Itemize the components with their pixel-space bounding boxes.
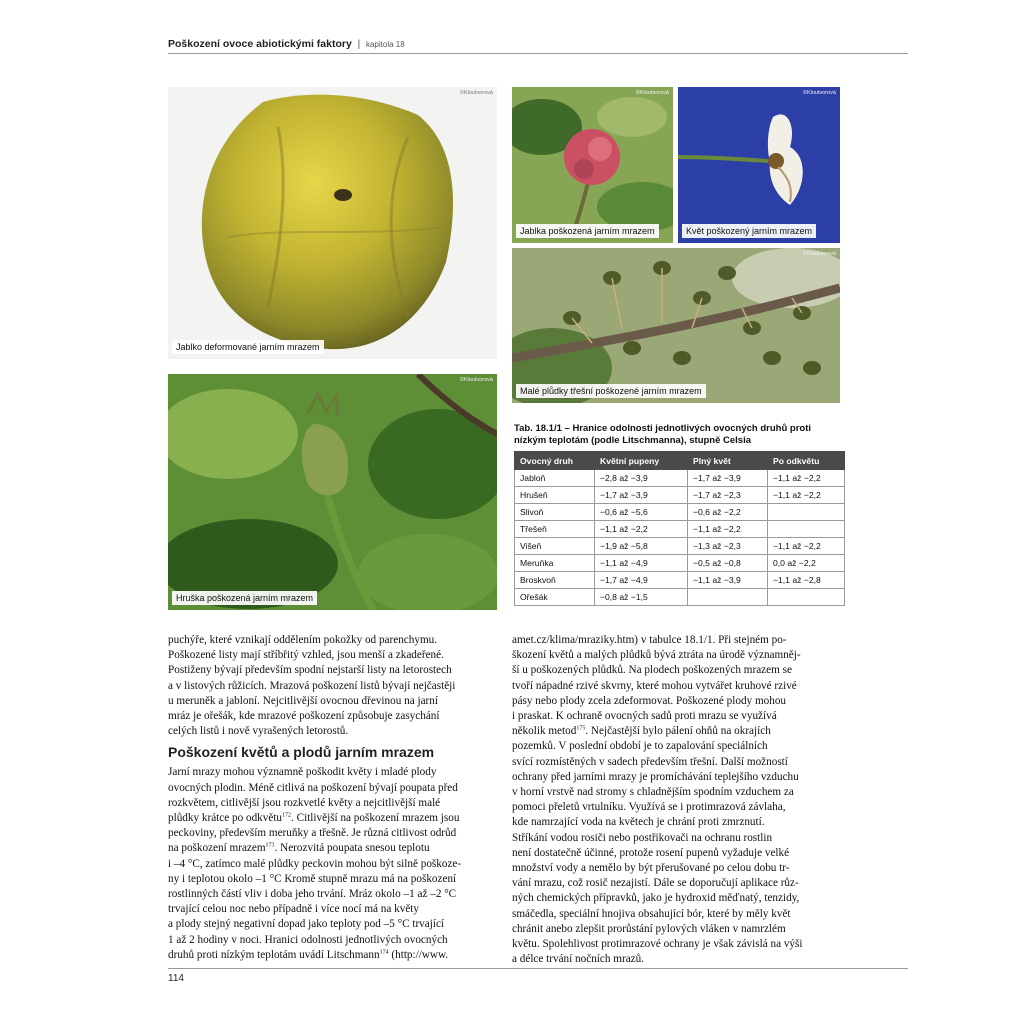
apple-damaged-image <box>512 87 673 243</box>
header-separator: | <box>357 39 361 50</box>
footnote-ref: 175 <box>576 725 586 732</box>
page-number: 114 <box>168 973 184 984</box>
figure-caption: Jablka poškozená jarním mrazem <box>516 224 659 238</box>
footnote-ref: 174 <box>379 949 389 956</box>
column-header: Po odkvětu <box>768 452 845 470</box>
table-caption: Tab. 18.1/1 – Hranice odolnosti jednotlivých ovocných druhů proti nízkým teplotám (podle Litschmanna), stupně Celsia <box>514 423 812 446</box>
table-cell: −1,1 až −2,2 <box>688 521 768 538</box>
table-cell: −1,1 až −2,8 <box>768 572 845 589</box>
body-paragraph <box>512 633 844 967</box>
table-cell: −1,7 až −4,9 <box>595 572 688 589</box>
table-row <box>515 521 845 538</box>
table-cell: Broskvoň <box>515 572 595 589</box>
table-cell: −1,7 až −2,3 <box>688 487 768 504</box>
footnote-ref: 172 <box>282 812 292 819</box>
figure-pear-damaged <box>168 374 497 610</box>
footer-rule <box>168 968 908 969</box>
pear-damaged-image <box>168 374 497 610</box>
table-cell: −1,7 až −3,9 <box>595 487 688 504</box>
table-row <box>515 487 845 504</box>
table-cell: Třešeň <box>515 521 595 538</box>
table-cell <box>768 589 845 606</box>
text-column-left <box>168 633 496 963</box>
frost-tolerance-table <box>514 451 845 606</box>
table-cell: −2,8 až −3,9 <box>595 470 688 487</box>
table-cell <box>768 504 845 521</box>
table-row <box>515 589 845 606</box>
photo-credit: ©Kloutvorová <box>459 377 493 383</box>
column-header: Plný květ <box>688 452 768 470</box>
photo-credit: ©Kloutvorová <box>459 90 493 96</box>
table-cell: −1,1 až −4,9 <box>595 555 688 572</box>
table-cell: Slivoň <box>515 504 595 521</box>
table-cell: −1,7 až −3,9 <box>688 470 768 487</box>
table-cell: −0,8 až −1,5 <box>595 589 688 606</box>
table-row <box>515 555 845 572</box>
table-cell: Ořešák <box>515 589 595 606</box>
table-cell: −1,1 až −2,2 <box>595 521 688 538</box>
table-row <box>515 572 845 589</box>
figure-flower-damaged <box>678 87 840 243</box>
table-header-row <box>515 452 845 470</box>
text-span: Jarní mrazy mohou významně poškodit květy i mladé plody ovocných plodin. Méně citlivá na poškození bývají poupata před rozkvětem, citlivější jsou rozkvetlé květy a nejcitlivější malé plůdky krátce po odkvětu <box>168 766 458 825</box>
table-row <box>515 504 845 521</box>
running-head <box>168 38 908 52</box>
table-cell: −1,3 až −2,3 <box>688 538 768 555</box>
section-heading: Poškození květů a plodů jarním mrazem <box>168 744 435 761</box>
table-cell: −1,9 až −5,8 <box>595 538 688 555</box>
footnote-ref: 173 <box>265 842 275 849</box>
table-cell: −1,1 až −2,2 <box>768 470 845 487</box>
body-paragraph <box>168 765 496 963</box>
table-cell <box>768 521 845 538</box>
column-header: Ovocný druh <box>515 452 595 470</box>
table-cell: Meruňka <box>515 555 595 572</box>
table-cell: −0,6 až −5,6 <box>595 504 688 521</box>
text-span: . Nerozvitá poupata snesou teplotu i –4 °C, zatímco malé plůdky peckovin mohou být silně poškoze- ny i teplotou okolo –1 °C Kromě stupně mrazu má na poškození rostlinných částí vliv i doba jeho trvání. Mráz okolo –1 až –2 °C trvající celou noc nebo případně i více nocí má na květy a plody stejný negativní dopad jako teploty pod –5 °C trvající 1 až 2 hodiny v noci. Hranici odolnosti jednotlivých ovocných druhů proti nízkým teplotám uvádí Litschmann <box>168 842 462 961</box>
cherry-fruitlets-image <box>512 248 840 403</box>
table-cell <box>688 589 768 606</box>
table-cell: −1,1 až −3,9 <box>688 572 768 589</box>
table-cell: Višeň <box>515 538 595 555</box>
figure-caption: Jablko deformované jarním mrazem <box>172 340 324 354</box>
text-span: amet.cz/klima/mraziky.htm) v tabulce 18.1/1. Při stejném po- škození květů a malých plůdků bývá ztráta na úrodě významněj- ší u poškozených plůdků. Na plodech poškozených mrazem se tvoří nápadné rzivé skvrny, které mohou vytvářet kruhové rzivé pásy nebo plody zcela zdeformovat. Poškozené plody mohou i praskat. K ochraně ovocných sadů proti mrazu se využívá několik metod <box>512 634 801 738</box>
apple-deformed-image <box>168 87 497 359</box>
photo-credit: ©Kloutvorová <box>802 251 836 257</box>
table-cell: −0,6 až −2,2 <box>688 504 768 521</box>
table-cell: −1,1 až −2,2 <box>768 538 845 555</box>
text-column-right <box>512 633 844 967</box>
table-cell: Hrušeň <box>515 487 595 504</box>
chapter-number: kapitola 18 <box>365 40 405 49</box>
photo-credit: ©Kloutvorová <box>635 90 669 96</box>
flower-damaged-image <box>678 87 840 243</box>
chapter-title: Poškození ovoce abiotickými faktory <box>168 38 352 50</box>
figure-caption: Malé plůdky třešní poškozené jarním mrazem <box>516 384 706 398</box>
table-cell: 0,0 až −2,2 <box>768 555 845 572</box>
text-span: . Nejčastější bylo pálení ohňů na okrajích pozemků. V poslední období je to zapalování speciálních svící rozmístěných v sadech především třešní. Další možností ochrany před jarními mrazy je promíchávání teplejšího vzduchu v horní vrstvě nad stromy s chladnějším spodním vzduchem za pomoci přeletů vrtulníku. Využívá se i protimrazová závlaha, kde namrzající voda na květech je chrání proti zmrznutí. Stříkání vodou rosiči nebo postřikovači na ochranu rostlin není dostatečně účinné, protože rosení pupenů vyžaduje velké množství vody a nemělo by být přerušované po celou dobu tr- vání mrazu, což rosič nezajistí. Dále se doporučují aplikace růz- ných chemických přípravků, jako je hydroxid měďnatý, tenzidy, smáčedla, speciální hnojiva obsahující bór, které by měly květ chránit anebo zlepšit prorůstání pylových vláken v namrzlém květu. Spolehlivost protimrazové ochrany je však závislá na výši a délce trvání nočních mrazů. <box>512 725 803 966</box>
text-span: . Citlivější na poškození mrazem jsou peckoviny, především meruňky a třešně. Je různá citlivost odrůd na poškození mrazem <box>168 812 460 855</box>
table-cell: −0,5 až −0,8 <box>688 555 768 572</box>
column-header: Květní pupeny <box>595 452 688 470</box>
figure-apple-deformed <box>168 87 497 359</box>
table-row <box>515 470 845 487</box>
table-cell: Jabloň <box>515 470 595 487</box>
figure-caption: Květ poškozený jarním mrazem <box>682 224 816 238</box>
body-paragraph: puchýře, které vznikají oddělením pokožky od parenchymu. Poškozené listy mají stříbřitý vzhled, jsou menší a zkadeřené. Postiženy bývají především spodní nejstarší listy na letorostech a v listových růžicích. Mrazová poškození listů bývají nejčastěji u meruněk a jabloní. Nejcitlivější ovocnou dřevinou na jarní mráz je ořešák, kde mrazové poškození způsobuje zasychání celých listů i nově vyrašených letorostů. <box>168 634 456 738</box>
figure-caption: Hruška poškozená jarním mrazem <box>172 591 317 605</box>
text-span: (http://www. <box>388 948 449 961</box>
table-cell: −1,1 až −2,2 <box>768 487 845 504</box>
table-row <box>515 538 845 555</box>
header-rule <box>168 53 908 54</box>
figure-cherry-fruitlets <box>512 248 840 403</box>
figure-apple-damaged <box>512 87 673 243</box>
photo-credit: ©Kloutvorová <box>802 90 836 96</box>
